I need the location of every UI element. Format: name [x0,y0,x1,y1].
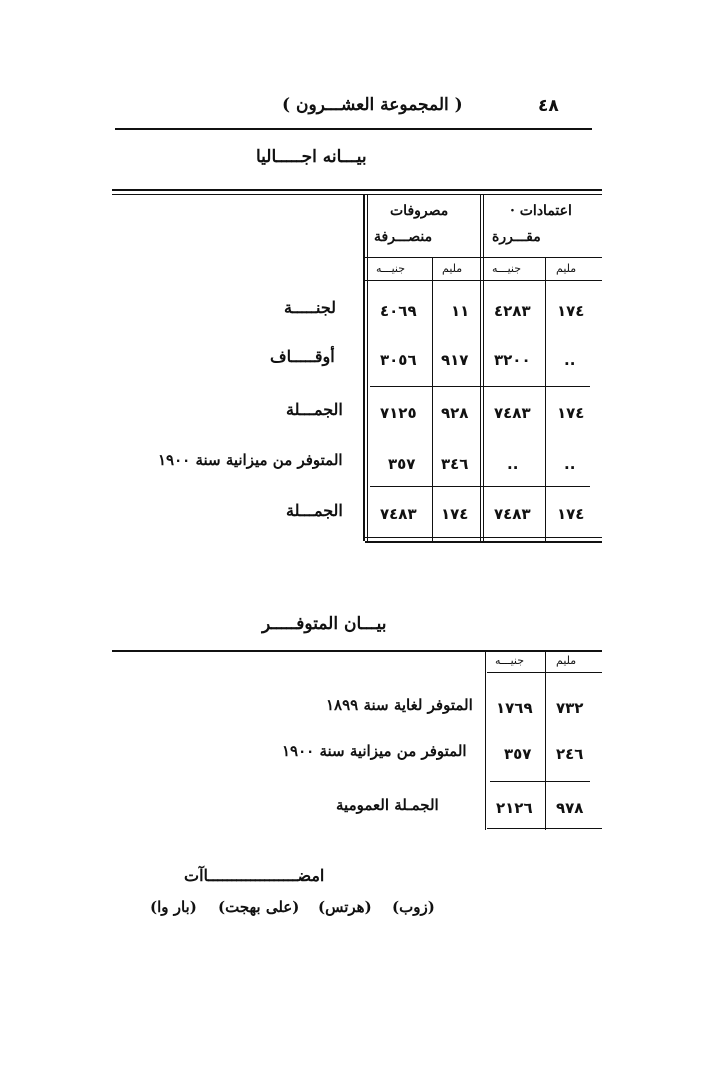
summary-vline-outer [363,195,365,541]
summary-cell: ٣٥٧ [388,455,416,473]
savings-cell: ٢٤٦ [556,745,584,763]
col-group-appropriations-line1: اعتمادات · [510,203,572,219]
summary-cell: ٣٢٠٠ [494,351,531,369]
summary-cell: ٧٤٨٣ [494,404,531,422]
summary-row-label: أوقـــــاف [270,347,335,366]
savings-vline-2 [545,652,546,830]
summary-vline-right [545,257,546,541]
signatures-heading: امضـــــــــــــــــــاآت [184,866,325,885]
summary-bottom-rule-2 [365,541,602,543]
summary-unit-rule [365,257,602,258]
savings-row-label: المتوفر لغاية سنة ١٨٩٩ [326,696,473,714]
summary-row-label: الجمـــلة [286,501,343,520]
savings-unit-rule [487,672,602,673]
summary-vline-group [480,195,481,541]
savings-cell: ٧٣٢ [556,699,584,717]
summary-cell: ٧١٢٥ [380,404,417,422]
savings-cell: ٣٥٧ [504,745,532,763]
savings-cell: ١٧٦٩ [496,699,533,717]
summary-cell: .. [507,455,519,473]
signature-name: (بار وا) [150,898,197,916]
savings-bottom-rule [487,828,602,829]
signature-name: (هرتس) [318,898,372,916]
unit-pound-2: جنيـــه [492,262,522,275]
summary-cell: ١٧٤ [557,302,585,320]
summary-table-title: بيـــانه اجـــــاليا [256,147,367,167]
summary-vline-outer-2 [367,195,368,541]
savings-cell: ٢١٢٦ [496,799,533,817]
summary-row-label: المتوفر من ميزانية سنة ١٩٠٠ [158,451,343,469]
col-group-expenses-line1: مصروفات [390,203,449,219]
summary-cell: ٤٢٨٣ [494,302,531,320]
savings-cell: ٩٧٨ [556,799,584,817]
summary-cell: ٤٠٦٩ [380,302,417,320]
summary-cell: ١١ [451,302,470,320]
summary-cell: ٩١٧ [441,351,469,369]
summary-vline-group-2 [483,195,484,541]
savings-total-rule [490,781,590,782]
summary-unit-rule-2 [365,280,602,281]
summary-vline-mid [432,257,433,541]
summary-cell: ١٧٤ [557,505,585,523]
summary-cell: ١٧٤ [441,505,469,523]
unit-pound-1: جنيـــه [376,262,406,275]
savings-unit-millim: مليم [556,654,577,667]
header-rule [115,128,592,130]
savings-table-title: بيـــان المتوفـــــر [262,614,387,634]
summary-subtotal-rule [370,386,590,387]
summary-cell: ٧٤٨٣ [380,505,417,523]
signature-name: (على بهجت) [218,898,300,916]
savings-vline-1 [485,652,486,830]
summary-row-label: لجنـــــة [284,298,337,317]
summary-cell: ٧٤٨٣ [494,505,531,523]
summary-top-rule-2 [112,194,602,195]
col-group-appropriations-line2: مقـــررة [492,229,541,245]
summary-row-label: الجمـــلة [286,400,343,419]
savings-unit-pound: جنيـــه [495,654,525,667]
savings-row-label: المتوفر من ميزانية سنة ١٩٠٠ [282,742,467,760]
summary-top-rule-1 [112,189,602,191]
page-header-title: ( المجموعة العشـــرون ) [282,95,463,115]
savings-row-label: الجمـلة العمومية [336,796,439,814]
page-number: ٤٨ [538,96,559,116]
unit-millim-1: مليم [442,262,463,275]
summary-cell: ٣٠٥٦ [380,351,417,369]
unit-millim-2: مليم [556,262,577,275]
summary-cell: ٣٤٦ [441,455,469,473]
summary-cell: .. [564,351,576,369]
savings-top-rule [112,650,602,652]
signature-name: (زوب) [392,898,435,916]
summary-cell: ٩٢٨ [441,404,469,422]
summary-cell: .. [564,455,576,473]
summary-bottom-rule-1 [365,537,602,538]
col-group-expenses-line2: منصـــرفة [374,229,433,245]
summary-cell: ١٧٤ [557,404,585,422]
summary-total-rule [370,486,590,487]
